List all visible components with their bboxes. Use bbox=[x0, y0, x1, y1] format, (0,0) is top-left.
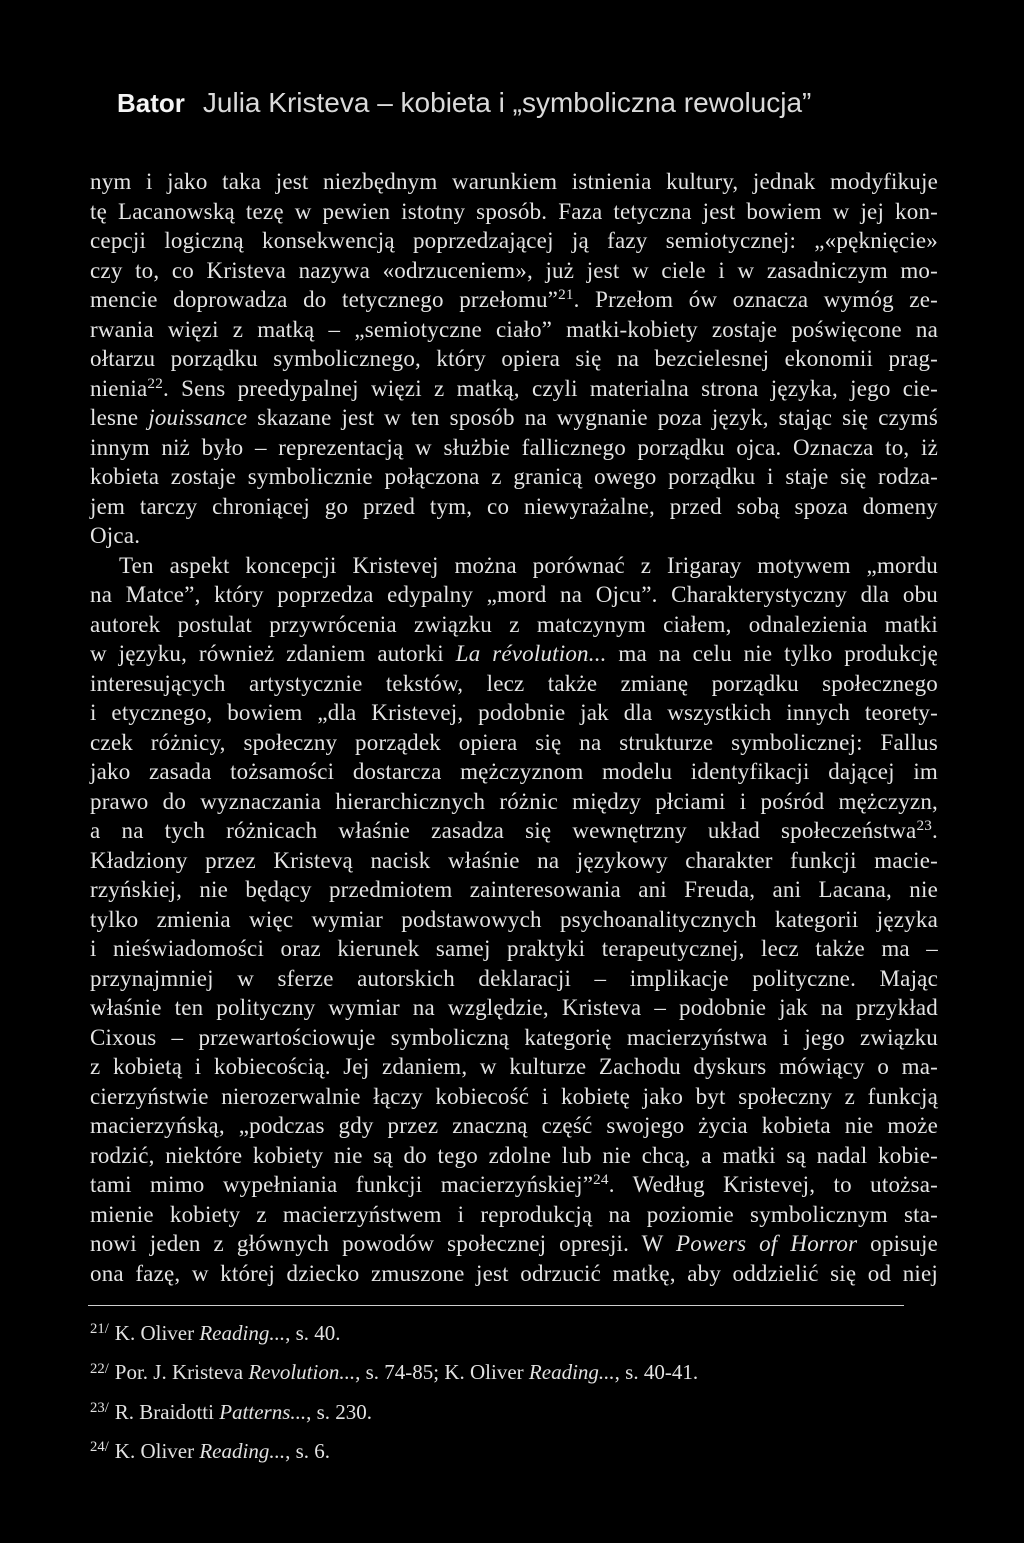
italic-title: La révolution... bbox=[455, 641, 607, 666]
footnote-separator bbox=[88, 1305, 904, 1306]
text-line bbox=[90, 1229, 938, 1259]
text-line: cierzyństwie nierozerwalnie łączy kobiecość i kobietę jako byt społeczny z funkcją bbox=[90, 1083, 938, 1109]
paragraph bbox=[90, 167, 938, 551]
text-line: jako zasada tożsamości dostarcza mężczyznom modelu identyfikacji dającej im bbox=[90, 759, 938, 784]
footnote bbox=[90, 1394, 698, 1433]
text-segment: nowi jeden z głównych powodów społecznej opresji. W bbox=[90, 1231, 677, 1256]
footnote-text: , s. 40-41. bbox=[614, 1360, 699, 1385]
text-line bbox=[90, 285, 938, 315]
footnote-text: , s. 40. bbox=[285, 1321, 341, 1345]
running-header-author: Bator bbox=[117, 88, 185, 118]
text-line bbox=[90, 639, 938, 669]
text-line: Ojca. bbox=[90, 523, 141, 548]
text-line bbox=[90, 374, 938, 404]
text-line: jem tarczy chroniącej go przed tym, co niewyrażalne, przed sobą spoza domeny bbox=[90, 493, 938, 519]
footnote-title: Reading... bbox=[199, 1321, 286, 1345]
text-line: przynajmniej w sferze autorskich deklaracji – implikacje polityczne. Mając bbox=[90, 965, 938, 991]
footnote-ref: 21 bbox=[558, 286, 574, 304]
text-line: czek różnicy, społeczny porządek opiera się na strukturze symbolicznej: Fallus bbox=[90, 729, 938, 755]
text-line: mienie kobiety z macierzyństwem i reprodukcją na poziomie symbolicznym sta- bbox=[90, 1201, 938, 1227]
text-line: z kobietą i kobiecością. Jej zdaniem, w kulturze Zachodu dyskurs mówiący o ma- bbox=[90, 1054, 938, 1079]
text-line: i nieświadomości oraz kierunek samej praktyki terapeutycznej, lecz także ma – bbox=[90, 936, 938, 961]
text-line: rodzić, niektóre kobiety nie są do tego zdolne lub nie chcą, a matki są nadal kobie- bbox=[90, 1142, 938, 1168]
text-segment: skazane jest w ten sposób na wygnanie poza język, stając się czymś bbox=[247, 405, 938, 430]
footnote-ref: 24 bbox=[593, 1171, 609, 1189]
footnote-title: Revolution... bbox=[248, 1360, 356, 1385]
text-line: nym i jako taka jest niezbędnym warunkiem istnienia kultury, jednak modyfikuje bbox=[90, 169, 938, 194]
running-header-title: Julia Kristeva – kobieta i „symboliczna rewolucja” bbox=[202, 87, 812, 118]
text-line: Cixous – przewartościowuje symboliczną kategorię macierzyństwa i jego związku bbox=[90, 1024, 938, 1050]
footnote-number: 23/ bbox=[90, 1399, 109, 1416]
footnote-text: , s. 74-85; K. Oliver bbox=[355, 1360, 529, 1385]
footnote-title: Reading... bbox=[199, 1438, 286, 1463]
italic-title: Powers of Horror bbox=[676, 1231, 858, 1256]
footnote-text: , s. 6. bbox=[285, 1438, 331, 1463]
text-line: ona fazę, w której dziecko zmuszone jest odrzucić matkę, aby oddzielić się od niej bbox=[90, 1260, 938, 1286]
body-text bbox=[90, 167, 938, 1288]
text-line: rzyńskiej, nie będący przedmiotem zainteresowania ani Freuda, ani Lacana, nie bbox=[90, 877, 938, 902]
text-line: cepcji logiczną konsekwencją poprzedzającej ją fazy semiotycznej: „«pęknięcie» bbox=[90, 228, 938, 253]
text-line: ołtarzu porządku symbolicznego, który opiera się na bezcielesnej ekonomii prag- bbox=[90, 346, 938, 371]
footnote-number: 21/ bbox=[90, 1321, 109, 1338]
text-line: prawo do wyznaczania hierarchicznych różnic między płciami i pośród mężczyzn, bbox=[90, 788, 938, 814]
text-segment: nienia bbox=[90, 375, 148, 401]
footnote-text: K. Oliver bbox=[114, 1321, 200, 1345]
footnote-ref: 23 bbox=[916, 817, 933, 835]
text-line: kobieta zostaje symbolicznie połączona z granicą owego porządku i staje się rodza- bbox=[90, 464, 938, 489]
footnote bbox=[90, 1315, 698, 1354]
text-line: rwania więzi z matką – „semiotyczne ciało” matki-kobiety zostaje poświęcone na bbox=[90, 316, 938, 342]
text-segment: ma na celu nie tylko produkcję bbox=[606, 641, 938, 666]
footnote bbox=[90, 1354, 698, 1393]
footnote-title: Patterns... bbox=[219, 1399, 307, 1424]
footnotes bbox=[90, 1315, 698, 1472]
text-line: Kładziony przez Kristevą nacisk właśnie na językowy charakter funkcji macie- bbox=[90, 847, 938, 873]
text-line: na Matce”, który poprzedza edypalny „mord na Ojcu”. Charakterystyczny dla obu bbox=[90, 582, 938, 607]
text-segment: mencie doprowadza do tetycznego przełomu” bbox=[90, 287, 559, 312]
text-line: i etycznego, bowiem „dla Kristevej, podobnie jak dla wszystkich innych teorety- bbox=[90, 700, 938, 725]
footnote-title: Reading... bbox=[528, 1360, 615, 1385]
text-line: tylko zmienia więc wymiar podstawowych psychoanalitycznych kategorii języka bbox=[90, 906, 938, 932]
footnote-number: 22/ bbox=[90, 1360, 109, 1377]
footnote-ref: 22 bbox=[147, 374, 163, 392]
text-line: właśnie ten polityczny wymiar na względzie, Kristeva – podobnie jak na przykład bbox=[90, 995, 938, 1020]
text-line: czy to, co Kristeva nazywa «odrzuceniem», już jest w ciele i w zasadniczym mo- bbox=[90, 257, 938, 283]
text-line: autorek postulat przywrócenia związku z matczynym ciałem, odnalezienia matki bbox=[90, 611, 938, 637]
footnote-text: R. Braidotti bbox=[114, 1399, 220, 1424]
text-line: innym niż było – reprezentacją w służbie fallicznego porządku ojca. Oznacza to, iż bbox=[90, 434, 938, 460]
footnote-text: Por. J. Kristeva bbox=[114, 1360, 249, 1385]
footnote-text: K. Oliver bbox=[114, 1438, 200, 1463]
footnote bbox=[90, 1433, 698, 1472]
running-header bbox=[117, 84, 811, 127]
paragraph bbox=[90, 551, 938, 1289]
text-segment: tami mimo wypełniania funkcji macierzyńskiej” bbox=[90, 1172, 594, 1197]
text-line: interesujących artystycznie tekstów, lecz także zmianę porządku społecznego bbox=[90, 670, 938, 696]
text-line: Ten aspekt koncepcji Kristevej można porównać z Irigaray motywem „mordu bbox=[119, 552, 938, 578]
text-segment: . Przełom ów oznacza wymóg ze- bbox=[573, 287, 938, 312]
footnote-text: , s. 230. bbox=[306, 1399, 373, 1424]
text-segment: opisuje bbox=[857, 1231, 939, 1256]
text-line bbox=[90, 403, 938, 433]
text-line bbox=[90, 1170, 938, 1200]
footnote-number: 24/ bbox=[90, 1439, 109, 1456]
text-segment: . bbox=[932, 818, 938, 843]
text-segment: . Sens preedypalnej więzi z matką, czyli materialna strona języka, jego cie- bbox=[162, 375, 938, 401]
text-line bbox=[90, 816, 938, 846]
text-segment: . Według Kristevej, to utożsa- bbox=[608, 1172, 938, 1197]
text-segment: lesne bbox=[90, 405, 149, 430]
italic-term: jouissance bbox=[148, 405, 248, 430]
text-line: tę Lacanowską tezę w pewien istotny sposób. Faza tetyczna jest bowiem w jej kon- bbox=[90, 198, 938, 224]
text-segment: a na tych różnicach właśnie zasadza się wewnętrzny układ społeczeństwa bbox=[90, 818, 917, 843]
text-line: macierzyńską, „podczas gdy przez znaczną część swojego życia kobieta nie może bbox=[90, 1113, 938, 1138]
text-segment: w języku, również zdaniem autorki bbox=[90, 641, 456, 666]
